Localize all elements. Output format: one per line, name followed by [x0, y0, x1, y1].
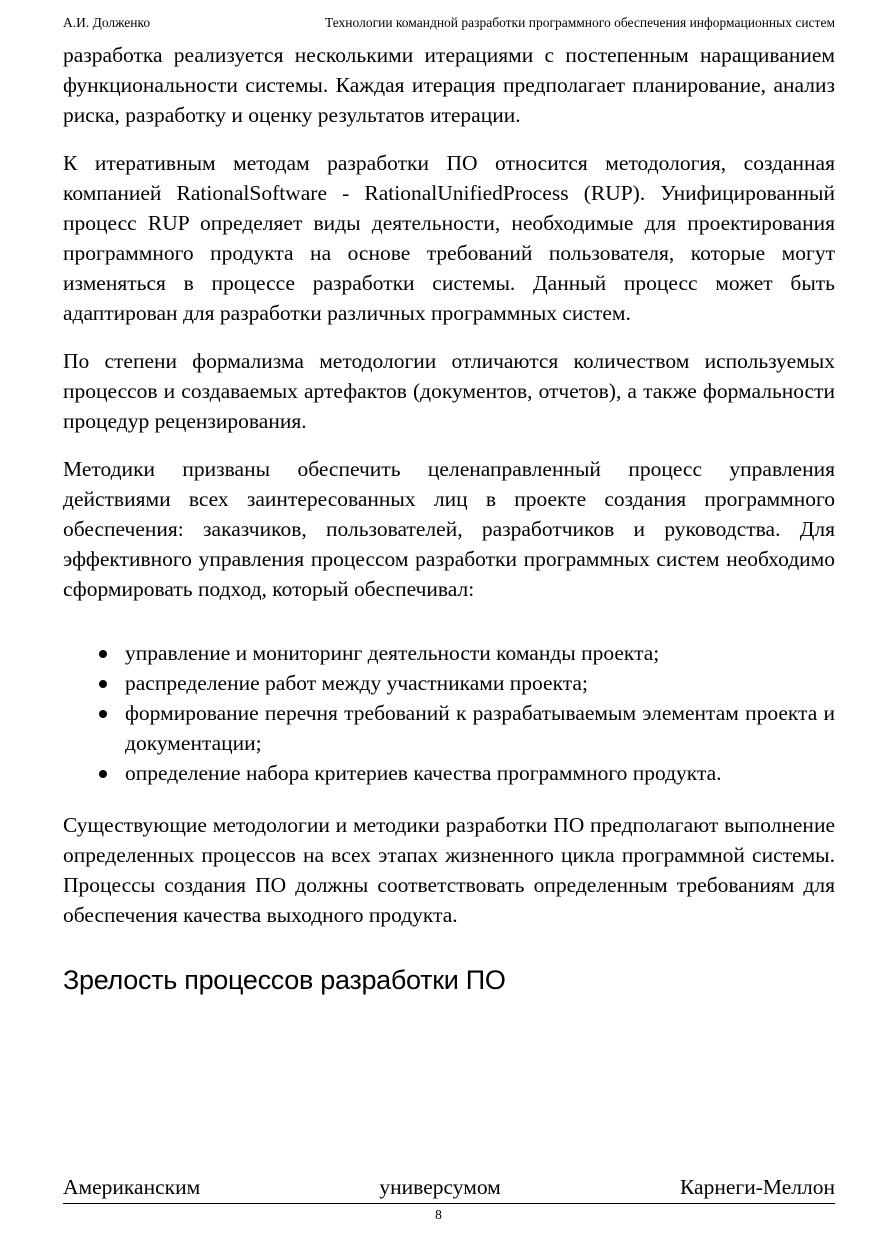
list-item-text: распределение работ между участниками проекта;: [125, 671, 588, 695]
bullet-icon: [99, 770, 107, 778]
footer-divider: [63, 1203, 835, 1204]
last-line-word: универсумом: [379, 1175, 501, 1199]
last-line-word: Карнеги-Меллон: [680, 1175, 835, 1199]
header-author: А.И. Долженко: [63, 15, 151, 30]
header-title: Технологии командной разработки программного обеспечения информационных систем: [324, 15, 835, 30]
paragraph-iterations: разработка реализуется несколькими итерациями с постепенным наращиванием функциональности системы. Каждая итерация предполагает планирование, анализ риска, разработку и оценку результатов итерации.: [63, 43, 835, 127]
list-item: [63, 668, 835, 698]
last-line-word: Американским: [63, 1175, 201, 1199]
list-item: [63, 638, 835, 668]
list-item-text: управление и мониторинг деятельности команды проекта;: [125, 641, 660, 665]
last-line: [63, 1173, 835, 1201]
bullet-icon: [99, 710, 107, 718]
section-heading: Зрелость процессов разработки ПО: [63, 965, 506, 995]
bullet-icon: [99, 680, 107, 688]
paragraph-rup: К итеративным методам разработки ПО относится методология, созданная компанией RationalSoftware - RationalUnifiedProcess (RUP). Унифицированный процесс RUP определяет виды деятельности, необходимые для проектирования программного продукта на основе требований пользователя, которые могут изменяться в процессе разработки системы. Данный процесс может быть адаптирован для разработки различных программных систем.: [63, 151, 835, 325]
list-item-text: формирование перечня требований к разрабатываемым элементам проекта и документации;: [125, 701, 835, 755]
paragraph-formalism: По степени формализма методологии отличаются количеством используемых процессов и создаваемых артефактов (документов, отчетов), а также формальности процедур рецензирования.: [63, 349, 835, 433]
list-item-text: определение набора критериев качества программного продукта.: [125, 761, 722, 785]
paragraph-processes: Существующие методологии и методики разработки ПО предполагают выполнение определенных процессов на всех этапах жизненного цикла программной системы. Процессы создания ПО должны соответствовать определенным требованиям для обеспечения качества выходного продукта.: [63, 813, 835, 927]
paragraph-methods: Методики призваны обеспечить целенаправленный процесс управления действиями всех заинтересованных лиц в проекте создания программного обеспечения: заказчиков, пользователей, разработчиков и руководства. Для эффективного управления процессом разработки программных систем необходимо сформировать подход, который обеспечивал:: [63, 457, 835, 601]
running-header: [63, 14, 835, 32]
list-item: [63, 758, 835, 788]
list-item: [63, 698, 835, 758]
bullet-list: [63, 638, 835, 788]
bullet-icon: [99, 650, 107, 658]
page-number: 8: [435, 1207, 442, 1222]
page-body: [63, 40, 835, 998]
